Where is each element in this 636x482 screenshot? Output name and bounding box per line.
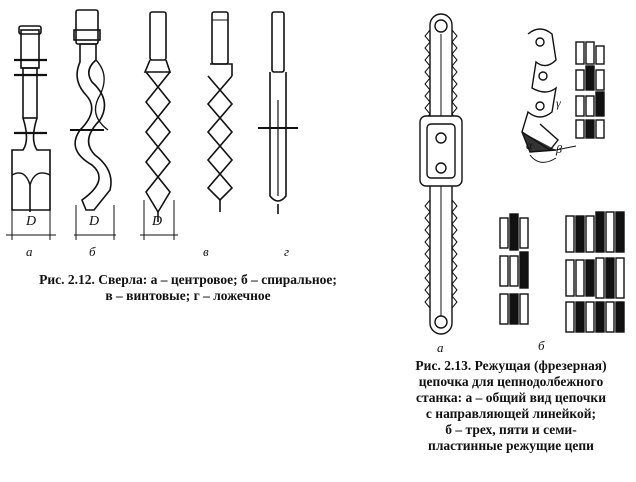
figure-2-13-caption-line-5: б – трех, пяти и семи- (445, 422, 577, 437)
drill-v1-screw (140, 12, 178, 240)
figure-2-13-caption-line-4: с направляющей линейкой; (425, 406, 597, 421)
drill-a-dimension-label: D (26, 214, 37, 229)
chain-angle-gamma: γ (556, 96, 561, 110)
figure-2-12-caption (6, 272, 370, 304)
chain-label-b: б (538, 338, 545, 353)
drill-b-spiral (70, 10, 116, 240)
figure-2-12-caption-line-1: Рис. 2.12. Сверла: а – центровое; б – спиральное; (39, 272, 337, 287)
drill-v-dimension-label: D (152, 214, 163, 229)
chain-variant-5-plate (566, 216, 594, 332)
drill-g-spoon (258, 12, 298, 214)
figure-2-12-drills (0, 0, 380, 320)
figure-2-13-caption-line-1: Рис. 2.13. Режущая (фрезерная) (415, 358, 607, 373)
figure-2-13-caption-line-2: цепочка для цепнодолбежного (418, 374, 604, 389)
figure-2-13-caption-line-3: станка: а – общий вид цепочки (416, 390, 606, 405)
figure-2-13-caption (390, 358, 632, 454)
drill-v2-screw (208, 12, 232, 212)
chain-side-view (576, 42, 604, 138)
chain-angle-alpha: α (526, 138, 533, 152)
drill-v-label: в (203, 244, 209, 259)
figure-2-12-caption-line-2: в – винтовые; г – ложечное (105, 288, 271, 303)
drill-a-center (6, 26, 56, 240)
chain-angle-beta: β (556, 142, 562, 156)
chain-variant-7-plate (596, 212, 624, 332)
drill-a-label: а (26, 244, 33, 259)
chain-with-guide-bar (420, 14, 462, 334)
chain-label-a: а (437, 340, 444, 355)
drill-g-label: г (284, 244, 290, 259)
figure-2-13-cutting-chain (380, 0, 636, 482)
figure-2-13-caption-line-6: пластинные режущие цепи (428, 438, 594, 453)
drill-b-label: б (89, 244, 96, 259)
drill-b-dimension-label: D (89, 214, 100, 229)
chain-variant-3-plate (500, 214, 528, 324)
